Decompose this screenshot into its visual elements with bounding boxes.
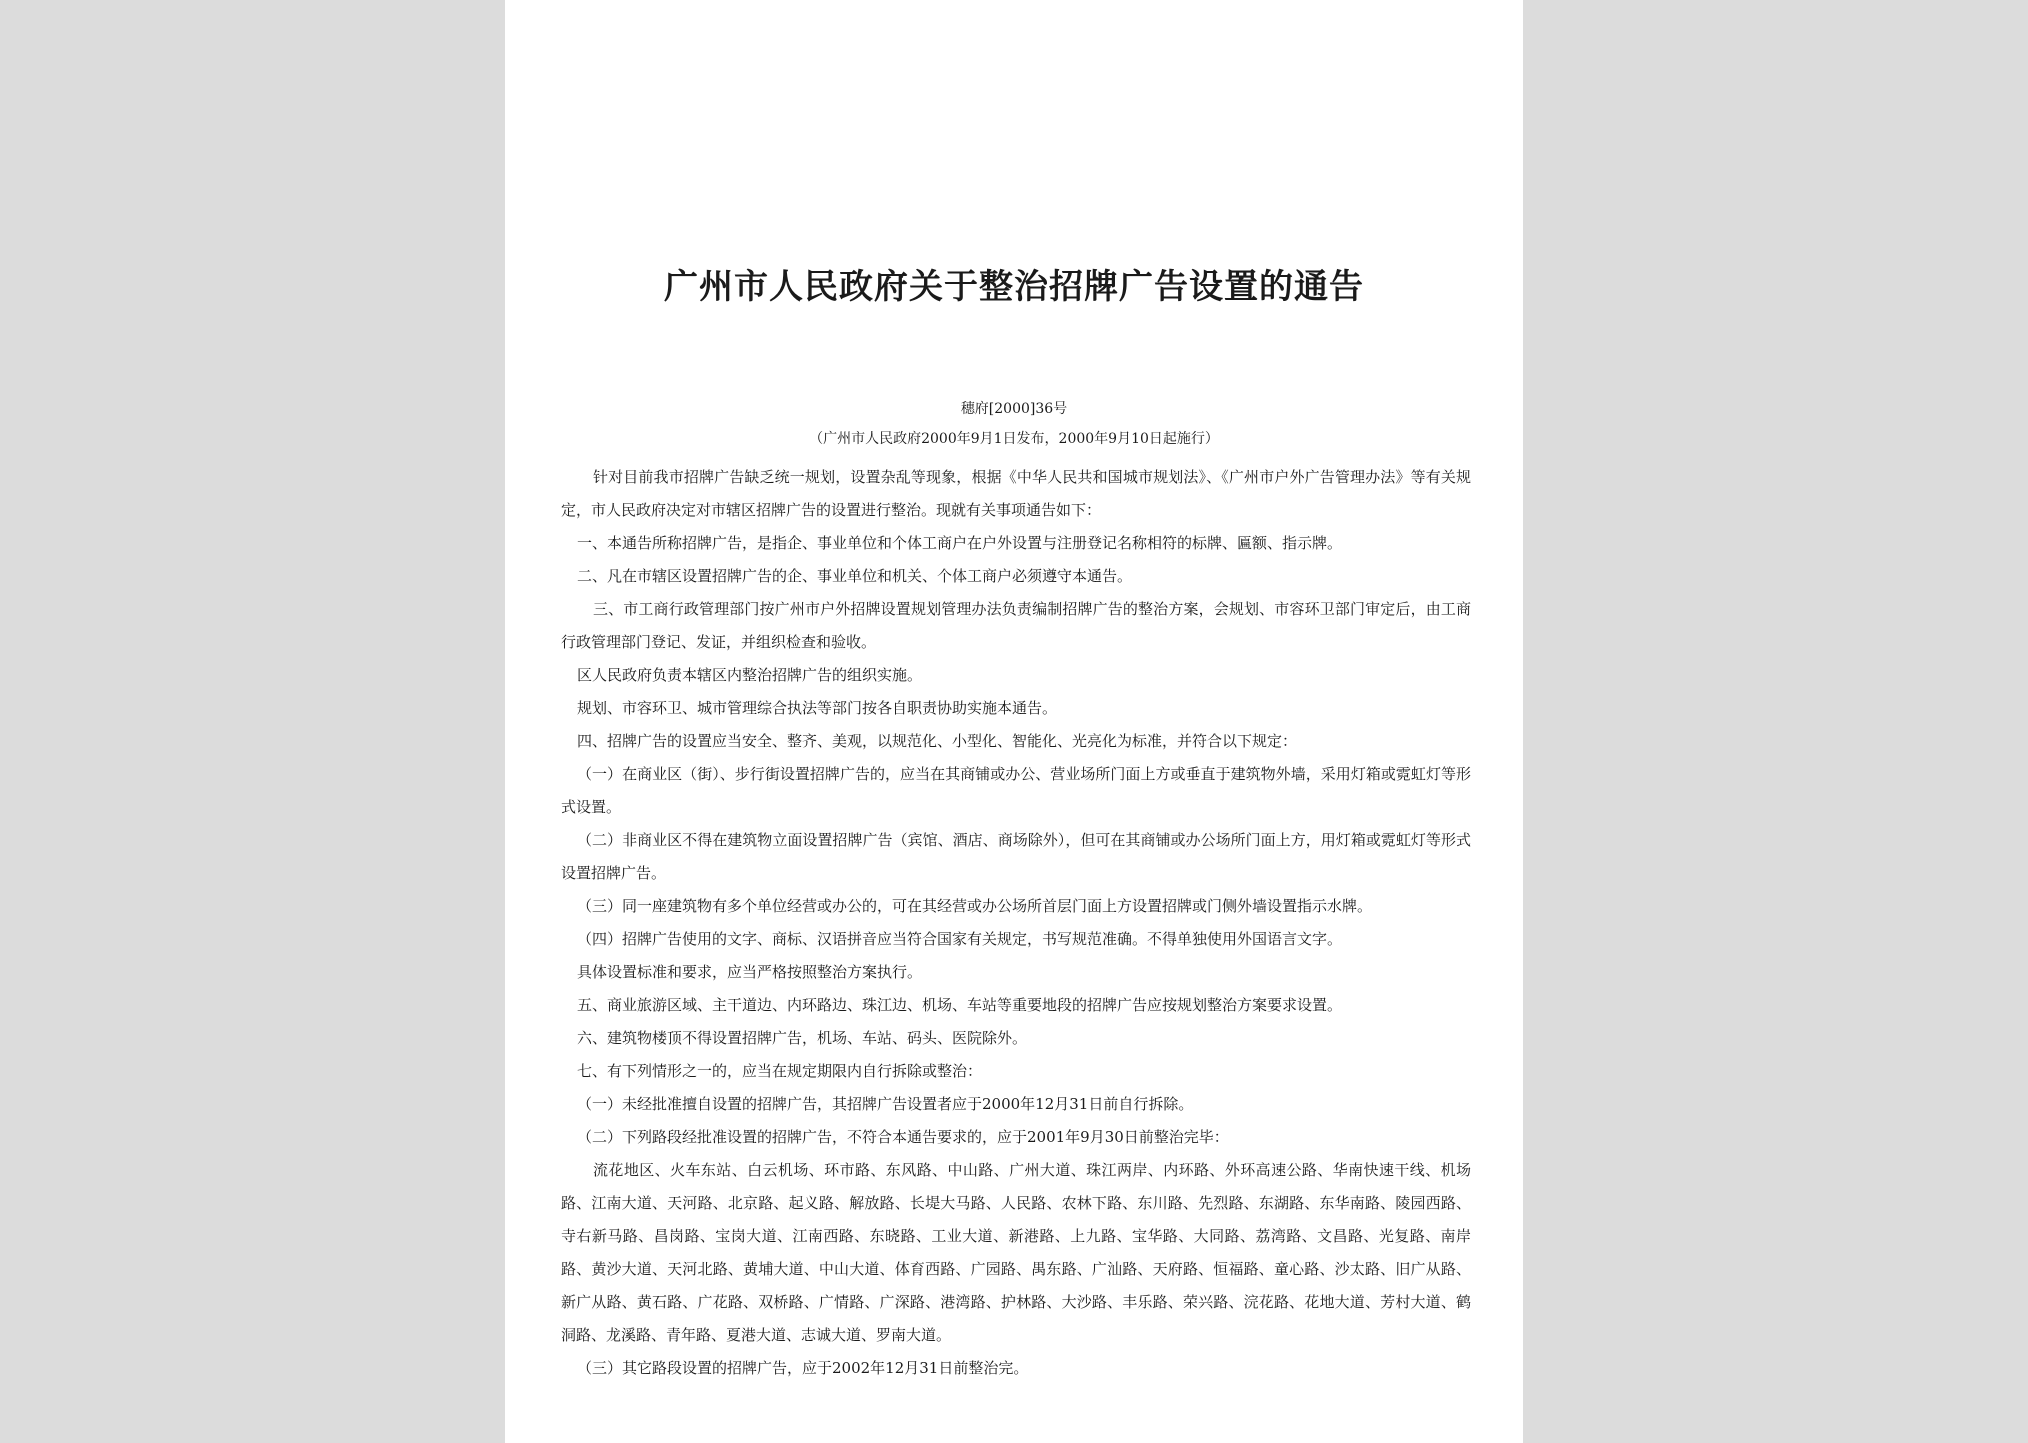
paragraph: 区人民政府负责本辖区内整治招牌广告的组织实施。 (577, 666, 923, 684)
paragraph: （三）其它路段设置的招牌广告，应于2002年12月31日前整治完。 (577, 1359, 1029, 1377)
paragraph: 三、市工商行政管理部门按广州市户外招牌设置规划管理办法负责编制招牌广告的整治方案，会规划、市容环卫部门审定后，由工商行政管理部门登记、发证，并组织检查和验收。 (561, 600, 1471, 651)
issue-info: （广州市人民政府2000年9月1日发布，2000年9月10日起施行） (809, 431, 1219, 447)
paragraph: 流花地区、火车东站、白云机场、环市路、东风路、中山路、广州大道、珠江两岸、内环路、外环高速公路、华南快速干线、机场路、江南大道、天河路、北京路、起义路、解放路、长堤大马路、人民路、农林下路、东川路、先烈路、东湖路、东华南路、陵园西路、寺右新马路、昌岗路、宝岗大道、江南西路、东晓路、工业大道、新港路、上九路、宝华路、大同路、荔湾路、文昌路、光复路、南岸路、黄沙大道、天河北路、黄埔大道、中山大道、体育西路、广园路、禺东路、广汕路、天府路、恒福路、童心路、沙太路、旧广从路、新广从路、黄石路、广花路、双桥路、广情路、广深路、港湾路、护林路、大沙路、丰乐路、荣兴路、浣花路、花地大道、芳村大道、鹤洞路、龙溪路、青年路、夏港大道、志诚大道、罗南大道。 (561, 1161, 1471, 1344)
paragraph: 针对目前我市招牌广告缺乏统一规划，设置杂乱等现象，根据《中华人民共和国城市规划法》、《广州市户外广告管理办法》等有关规定，市人民政府决定对市辖区招牌广告的设置进行整治。现就有关事项通告如下： (561, 468, 1471, 519)
paragraph: 规划、市容环卫、城市管理综合执法等部门按各自职责协助实施本通告。 (577, 699, 1058, 717)
paragraph: 七、有下列情形之一的，应当在规定期限内自行拆除或整治： (577, 1062, 983, 1080)
paragraph: （一）未经批准擅自设置的招牌广告，其招牌广告设置者应于2000年12月31日前自行拆除。 (577, 1095, 1194, 1113)
paragraph: （二）下列路段经批准设置的招牌广告，不符合本通告要求的，应于2001年9月30日前整治完毕： (577, 1128, 1229, 1146)
paragraph: （四）招牌广告使用的文字、商标、汉语拼音应当符合国家有关规定，书写规范准确。不得单独使用外国语言文字。 (577, 930, 1343, 948)
document-title: 广州市人民政府关于整治招牌广告设置的通告 (664, 267, 1364, 307)
document-page (505, 0, 1523, 1443)
paragraph: 四、招牌广告的设置应当安全、整齐、美观，以规范化、小型化、智能化、光亮化为标准，并符合以下规定： (577, 732, 1298, 750)
paragraph: 五、商业旅游区域、主干道边、内环路边、珠江边、机场、车站等重要地段的招牌广告应按规划整治方案要求设置。 (577, 996, 1343, 1014)
paragraph: 六、建筑物楼顶不得设置招牌广告，机场、车站、码头、医院除外。 (577, 1029, 1028, 1047)
paragraph: 二、凡在市辖区设置招牌广告的企、事业单位和机关、个体工商户必须遵守本通告。 (577, 567, 1133, 585)
paragraph: （三）同一座建筑物有多个单位经营或办公的，可在其经营或办公场所首层门面上方设置招牌或门侧外墙设置指示水牌。 (577, 897, 1373, 915)
document-number: 穗府[2000]36号 (960, 401, 1068, 417)
document-body (561, 461, 1471, 1385)
paragraph: 具体设置标准和要求，应当严格按照整治方案执行。 (577, 963, 923, 981)
paragraph: 一、本通告所称招牌广告，是指企、事业单位和个体工商户在户外设置与注册登记名称相符的标牌、匾额、指示牌。 (577, 534, 1343, 552)
paragraph: （一）在商业区（街）、步行街设置招牌广告的，应当在其商铺或办公、营业场所门面上方或垂直于建筑物外墙，采用灯箱或霓虹灯等形式设置。 (561, 765, 1471, 816)
paragraph: （二）非商业区不得在建筑物立面设置招牌广告（宾馆、酒店、商场除外），但可在其商铺或办公场所门面上方，用灯箱或霓虹灯等形式设置招牌广告。 (561, 831, 1471, 882)
